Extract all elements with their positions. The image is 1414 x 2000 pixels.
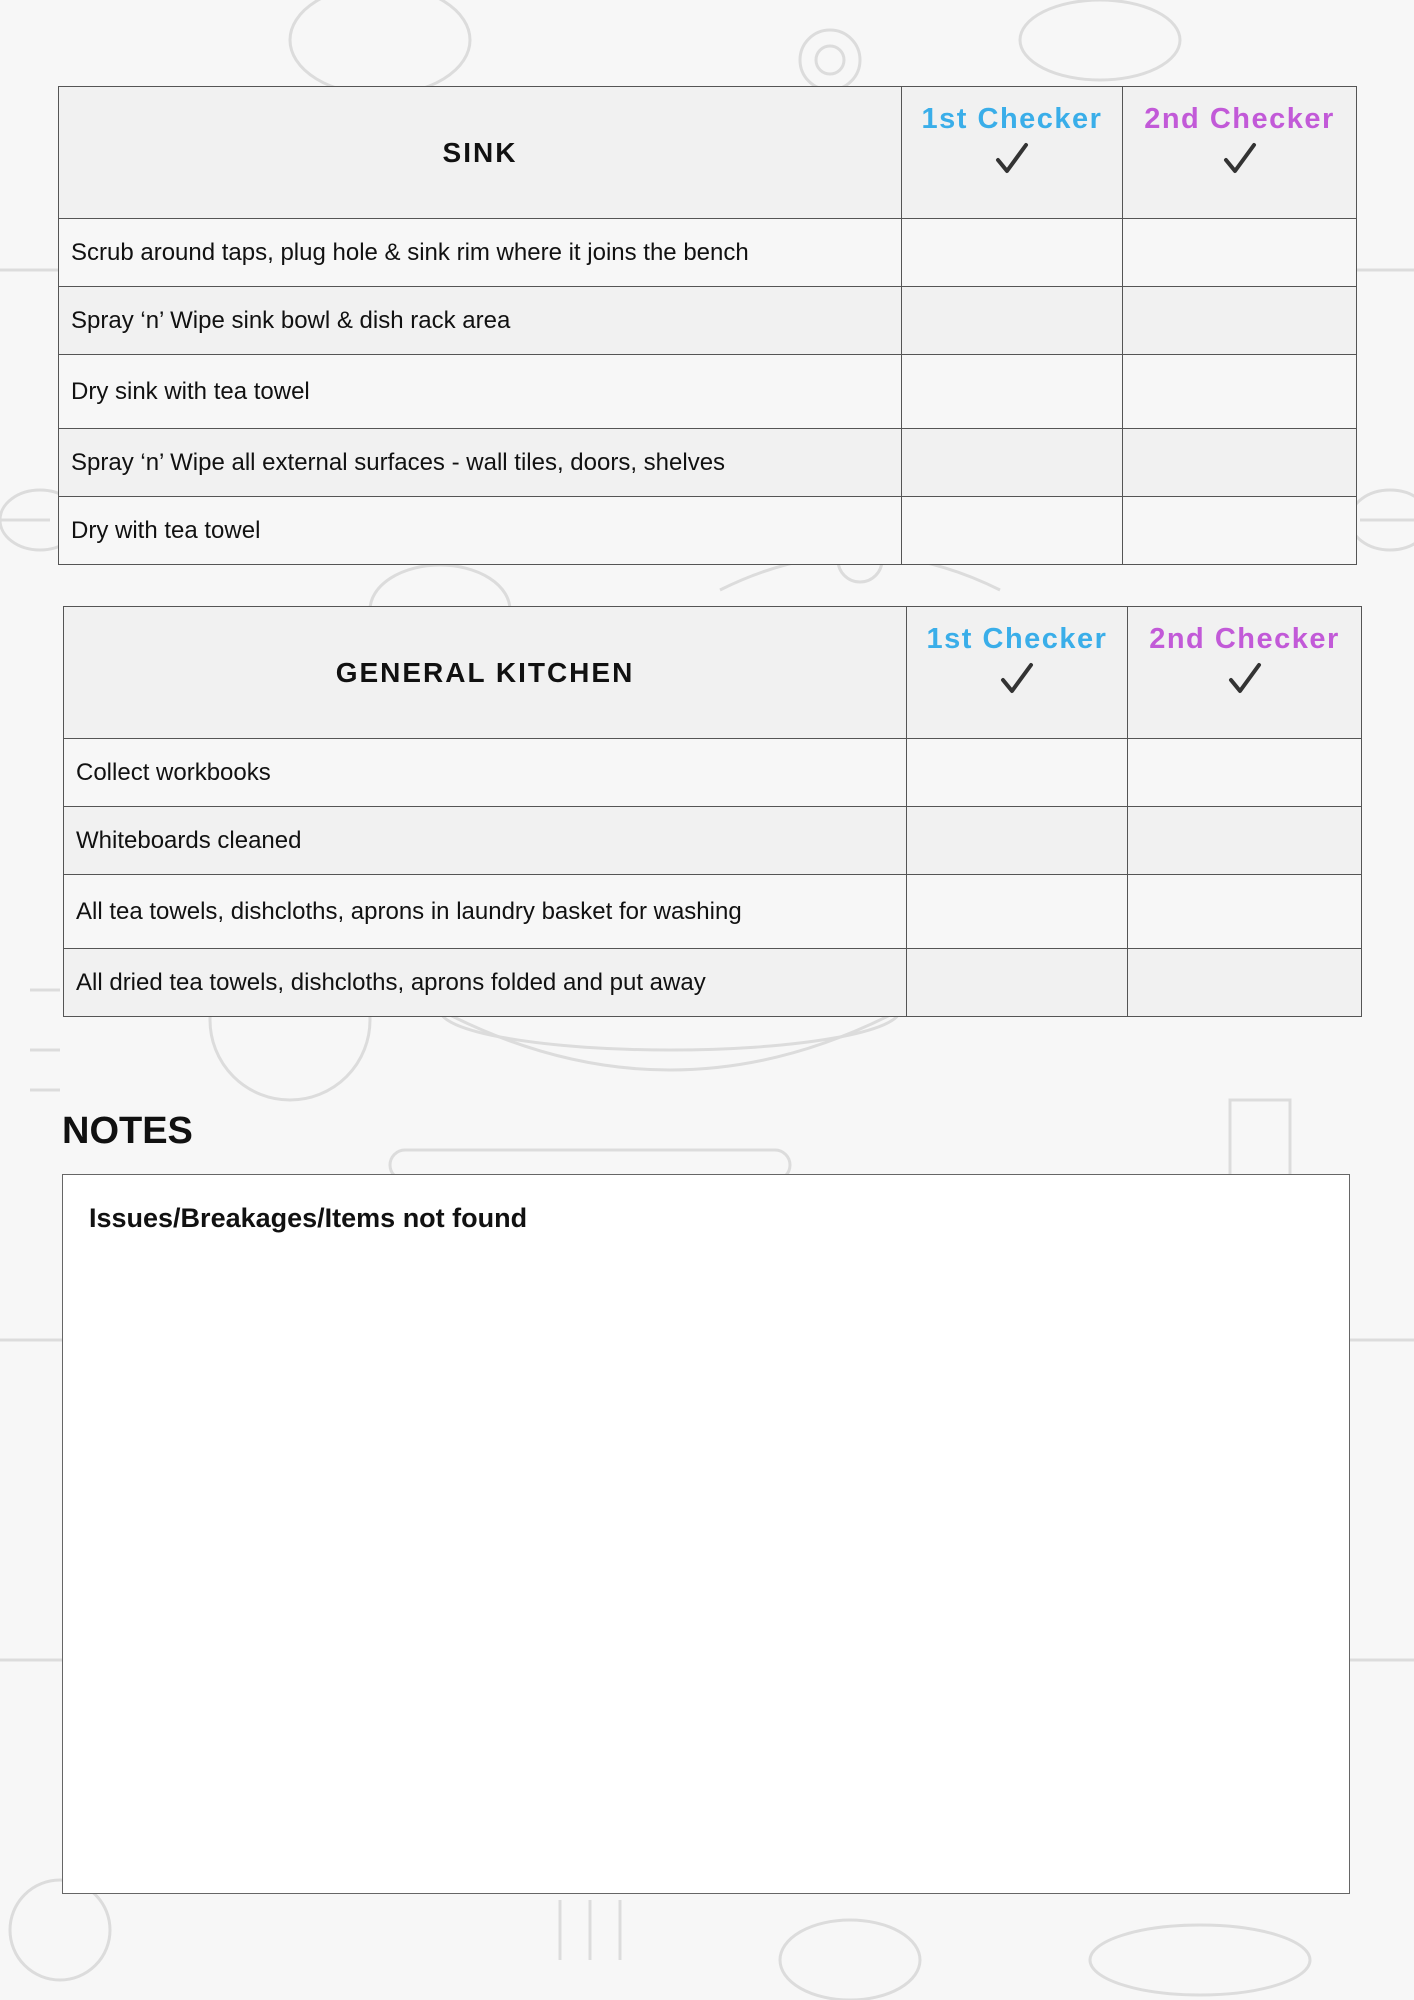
sink-second-checker-header — [1123, 87, 1357, 219]
task-label: Collect workbooks — [64, 739, 907, 807]
sink-first-checker-header — [902, 87, 1123, 219]
first-checker-cell[interactable] — [902, 355, 1123, 429]
first-checker-cell[interactable] — [902, 219, 1123, 287]
second-checker-cell[interactable] — [1123, 429, 1357, 497]
table-row — [64, 949, 1362, 1017]
notes-heading: NOTES — [62, 1110, 193, 1152]
first-checker-cell[interactable] — [902, 497, 1123, 565]
sink-section-title: SINK — [59, 87, 902, 219]
checkmark-icon — [999, 662, 1035, 696]
task-label: Dry sink with tea towel — [59, 355, 902, 429]
general-kitchen-header-row — [64, 607, 1362, 739]
first-checker-cell[interactable] — [907, 875, 1128, 949]
first-checker-cell[interactable] — [907, 739, 1128, 807]
second-checker-cell[interactable] — [1123, 287, 1357, 355]
first-checker-cell[interactable] — [907, 807, 1128, 875]
first-checker-cell[interactable] — [902, 429, 1123, 497]
table-row — [59, 497, 1357, 565]
task-label: All tea towels, dishcloths, aprons in laundry basket for washing — [64, 875, 907, 949]
checkmark-icon — [1222, 142, 1258, 176]
second-checker-cell[interactable] — [1123, 355, 1357, 429]
task-label: Dry with tea towel — [59, 497, 902, 565]
second-checker-cell[interactable] — [1123, 497, 1357, 565]
sink-header-row — [59, 87, 1357, 219]
second-checker-cell[interactable] — [1128, 739, 1362, 807]
notes-box[interactable] — [62, 1174, 1350, 1894]
checkmark-icon — [994, 142, 1030, 176]
table-row — [64, 807, 1362, 875]
first-checker-cell[interactable] — [902, 287, 1123, 355]
general-kitchen-second-checker-header — [1128, 607, 1362, 739]
general-kitchen-checklist-table — [63, 606, 1362, 1017]
table-row — [59, 219, 1357, 287]
table-row — [59, 355, 1357, 429]
table-row — [64, 875, 1362, 949]
second-checker-cell[interactable] — [1128, 807, 1362, 875]
task-label: All dried tea towels, dishcloths, aprons folded and put away — [64, 949, 907, 1017]
table-row — [59, 287, 1357, 355]
task-label: Whiteboards cleaned — [64, 807, 907, 875]
general-kitchen-section-title: GENERAL KITCHEN — [64, 607, 907, 739]
table-row — [59, 429, 1357, 497]
first-checker-label: 1st Checker — [921, 103, 1103, 135]
checkmark-icon — [1227, 662, 1263, 696]
task-label: Spray ‘n’ Wipe sink bowl & dish rack area — [59, 287, 902, 355]
second-checker-cell[interactable] — [1128, 949, 1362, 1017]
sink-checklist-table — [58, 86, 1357, 565]
second-checker-label: 2nd Checker — [1149, 623, 1340, 655]
general-kitchen-first-checker-header — [907, 607, 1128, 739]
second-checker-cell[interactable] — [1128, 875, 1362, 949]
table-row — [64, 739, 1362, 807]
task-label: Scrub around taps, plug hole & sink rim where it joins the bench — [59, 219, 902, 287]
second-checker-label: 2nd Checker — [1144, 103, 1335, 135]
task-label: Spray ‘n’ Wipe all external surfaces - wall tiles, doors, shelves — [59, 429, 902, 497]
first-checker-label: 1st Checker — [926, 623, 1108, 655]
notes-box-label: Issues/Breakages/Items not found — [89, 1203, 528, 1233]
second-checker-cell[interactable] — [1123, 219, 1357, 287]
first-checker-cell[interactable] — [907, 949, 1128, 1017]
